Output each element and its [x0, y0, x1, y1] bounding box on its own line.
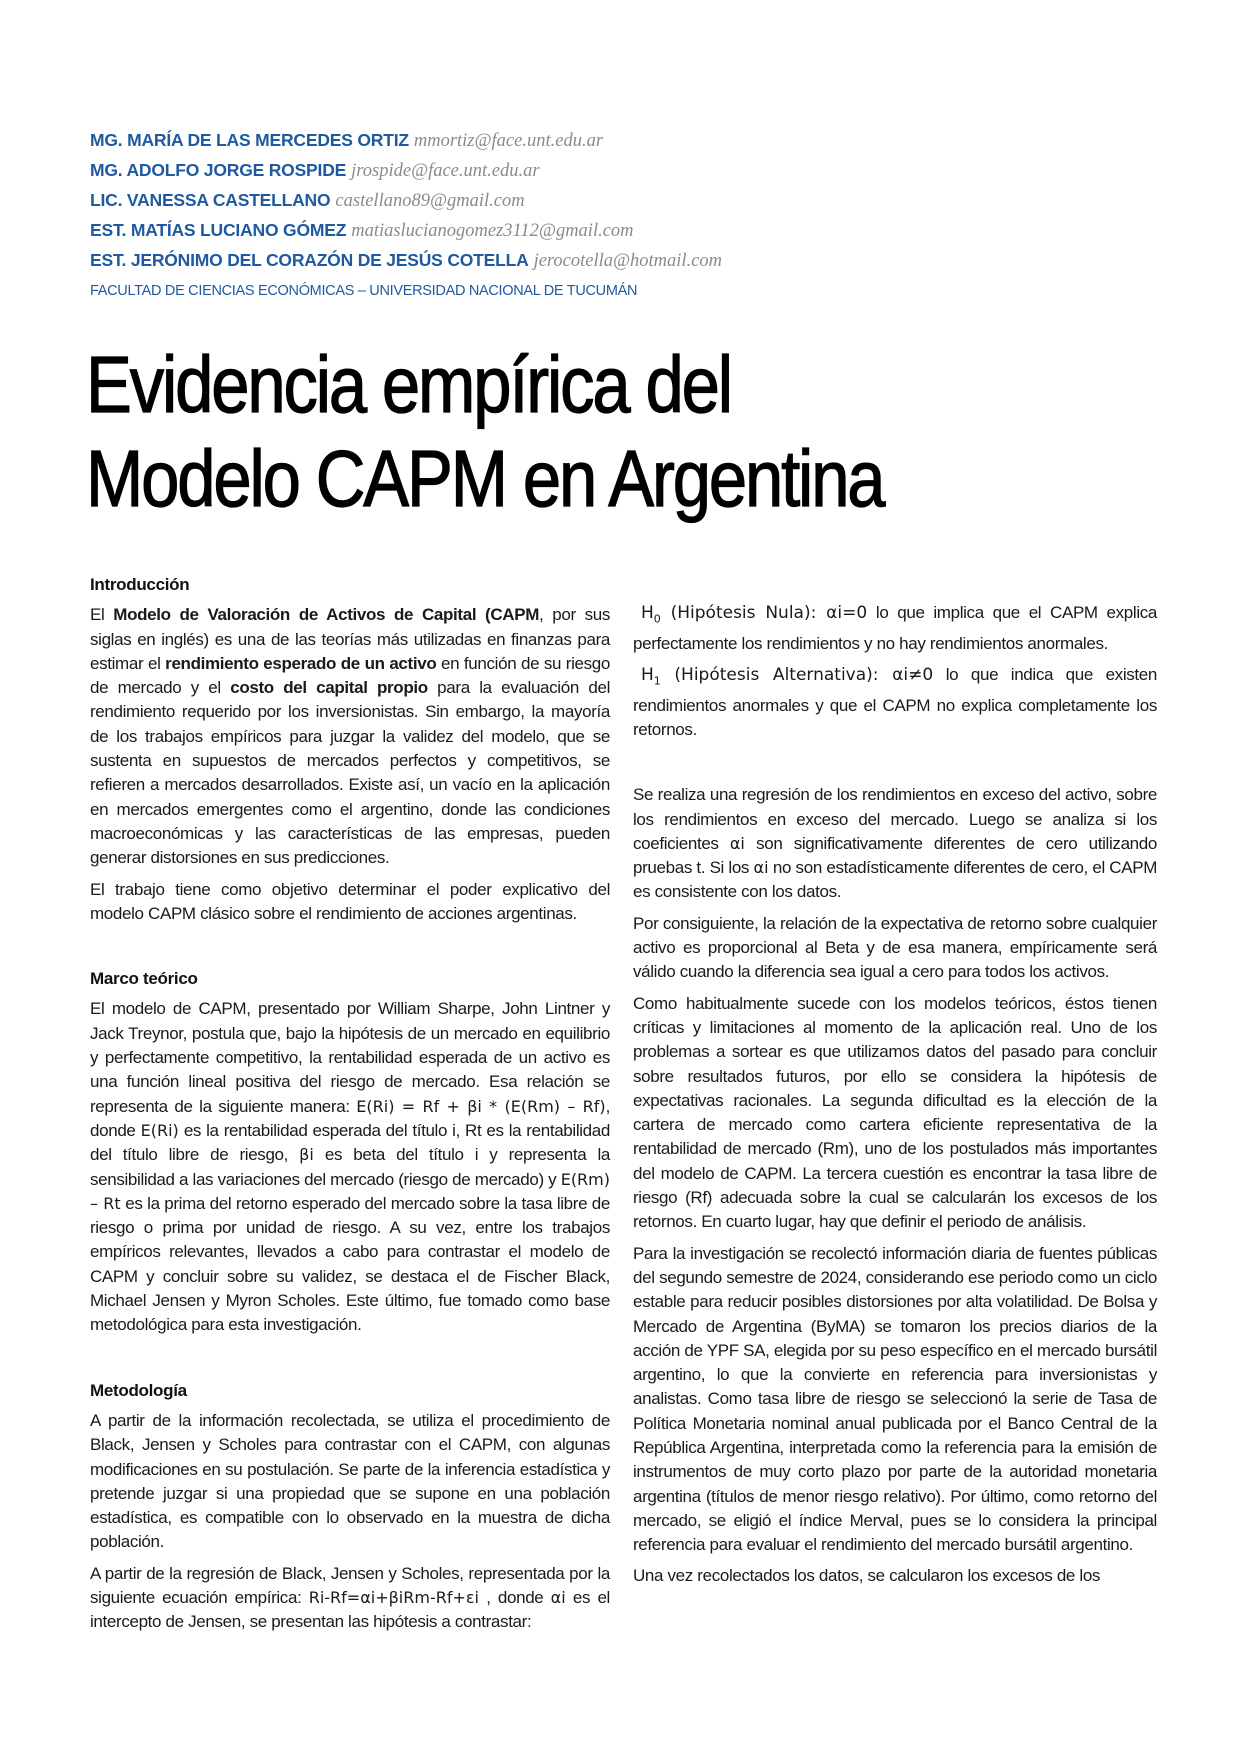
- bjs-regression-equation: Ri-Rf=αi+βiRm-Rf+εi: [308, 1587, 479, 1607]
- intro-paragraph-1: El Modelo de Valoración de Activos de Capital (CAPM, por sus siglas en inglés) es una de las teorías más utilizadas en finanzas para estimar el rendimiento esperado de un activo en función de su riesgo de mercado y el costo del capital propio para la evaluación del rendimiento requerido por los inversionistas. Sin embargo, la mayoría de los trabajos empíricos para juzgar la validez del modelo, que se sustenta en supuestos de mercados perfectos y competitivos, se refieren a mercados desarrollados. Existe así, un vacío en la aplicación en mercados emergentes como el argentino, donde las condiciones macroeconómicas y las características de las empresas, pueden generar distorsiones en sus predicciones.: [90, 605, 611, 868]
- hypothesis-h1: $H_1$ (Hipótesis Alternativa): αi≠0 lo que indica que existen rendimientos anormales y que el CAPM no explica completamente los retornos.: [633, 664, 1157, 739]
- right-paragraph-5: Una vez recolectados los datos, se calcularon los excesos de los: [633, 1566, 1101, 1586]
- capm-equation: E(Ri) = Rf + βi * (E(Rm) – Rf): [356, 1096, 606, 1116]
- metodologia-paragraph-1: A partir de la información recolectada, se utiliza el procedimiento de Black, Jensen y Scholes para contrastar con el CAPM, con algunas modificaciones en su postulación. Se parte de la inferencia estadística y pretende juzgar si una propiedad que se supone en una población estadística, es compatible con lo observado en la muestra de dicha población.: [90, 1410, 610, 1552]
- right-paragraph-4: Para la investigación se recolectó información diaria de fuentes públicas del segundo semestre de 2024, considerando ese periodo como un ciclo estable para reducir posibles distorsiones por alta volatilidad. De Bolsa y Mercado de Argentina (ByMA) se tomaron los precios diarios de la acción de YPF SA, elegida por su peso específico en el mercado bursátil argentino, lo que la convierte en referencia para inversionistas y analistas. Como tasa libre de riesgo se seleccionó la serie de Tasa de Política Monetaria nominal anual publicada por el Banco Central de la República Argentina, interpretada como la referencia para la emisión de instrumentos de muy corto plazo por parte de la autoridad monetaria argentina (títulos de menor riesgo relativo). Por último, como retorno del mercado, se eligió el índice Merval, pues se lo considera la principal referencia para evaluar el rendimiento del mercado bursátil argentino.: [633, 1243, 1157, 1555]
- author-entry: [90, 156, 1090, 186]
- author-email: jerocotella@hotmail.com: [533, 251, 723, 271]
- author-email: mmortiz@face.unt.edu.ar: [413, 131, 604, 151]
- affiliation: FACULTAD DE CIENCIAS ECONÓMICAS – UNIVERSIDAD NACIONAL DE TUCUMÁN: [90, 283, 638, 299]
- author-email: jrospide@face.unt.edu.ar: [351, 161, 540, 181]
- intro-paragraph-2: El trabajo tiene como objetivo determinar el poder explicativo del modelo CAPM clásico sobre el rendimiento de acciones argentinas.: [90, 879, 610, 923]
- title-line-1: Evidencia empírica del: [86, 340, 731, 429]
- author-name: EST. MATÍAS LUCIANO GÓMEZ: [90, 220, 347, 240]
- author-email: matiaslucianogomez3112@gmail.com: [351, 221, 634, 241]
- author-name: EST. JERÓNIMO DEL CORAZÓN DE JESÚS COTELLA: [90, 250, 529, 270]
- author-entry: [90, 186, 1090, 216]
- author-entry: [90, 126, 1090, 156]
- hypothesis-h0: $H_0$ (Hipótesis Nula): αi=0 lo que implica que el CAPM explica perfectamente los rendimientos y no hay rendimientos anormales.: [633, 603, 1157, 653]
- title-line-2: Modelo CAPM en Argentina: [86, 434, 884, 523]
- right-paragraph-3: Como habitualmente sucede con los modelos teóricos, éstos tienen críticas y limitaciones al momento de la aplicación real. Uno de los problemas a sortear es que utilizamos datos del pasado para concluir sobre resultados futuros, por ello se considera la hipótesis de expectativas racionales. La segunda dificultad es la elección de la cartera de mercado como cartera eficiente representativa de la rentabilidad de mercado (Rm), uno de los postulados más importantes del modelo de CAPM. La tercera cuestión es encontrar la tasa libre de riesgo (Rf) adecuada sobre la cual se calcularán los excesos de los retornos. En cuarto lugar, hay que definir el periodo de análisis.: [633, 993, 1157, 1232]
- metodologia-paragraph-2: A partir de la regresión de Black, Jensen y Scholes, representada por la siguiente ecuación empírica: Ri-Rf=αi+βiRm-Rf+εi , donde αi es el intercepto de Jensen, se presentan las hipótesis a contrastar:: [90, 1563, 610, 1632]
- right-paragraph-1: Se realiza una regresión de los rendimientos en exceso del activo, sobre los rendimientos en exceso del mercado. Luego se analiza si los coeficientes αi son significativamente diferentes de cero utilizando pruebas t. Si los αi no son estadísticamente diferentes de cero, el CAPM es consistente con los datos.: [633, 785, 1158, 902]
- author-list: [90, 126, 1090, 276]
- right-column: [633, 573, 1157, 1596]
- section-heading-introduccion: Introducción: [90, 575, 190, 594]
- author-name: LIC. VANESSA CASTELLANO: [90, 190, 331, 210]
- author-name: MG. ADOLFO JORGE ROSPIDE: [90, 160, 347, 180]
- right-paragraph-2: Por consiguiente, la relación de la expectativa de retorno sobre cualquier activo es proporcional al Beta y de esa manera, empíricamente será válido cuando la diferencia sea igual a cero para todos los activos.: [633, 913, 1157, 982]
- author-entry: [90, 246, 1090, 276]
- author-entry: [90, 216, 1090, 246]
- article-title: [86, 338, 1032, 526]
- left-column: [90, 573, 610, 1642]
- author-email: castellano89@gmail.com: [335, 191, 525, 211]
- marco-paragraph-1: El modelo de CAPM, presentado por William Sharpe, John Lintner y Jack Treynor, postula que, bajo la hipótesis de un mercado en equilibrio y perfectamente competitivo, la rentabilidad esperada de un activo es una función lineal positiva del riesgo de mercado. Esa relación se representa de la siguiente manera: E(Ri) = Rf + βi * (E(Rm) – Rf), donde E(Ri) es la rentabilidad esperada del título i, Rt es la rentabilidad del título libre de riesgo, βi es beta del título i y representa la sensibilidad a las variaciones del mercado (riesgo de mercado) y E(Rm) – Rt es la prima del retorno esperado del mercado sobre la tasa libre de riesgo o prima por unidad de riesgo. A su vez, entre los trabajos empíricos relevantes, llevados a cabo para contrastar el modelo de CAPM y concluir sobre su validez, se destaca el de Fischer Black, Michael Jensen y Myron Scholes. Este último, fue tomado como base metodológica para esta investigación.: [90, 999, 611, 1335]
- section-heading-marco-teorico: Marco teórico: [90, 969, 198, 989]
- author-name: MG. MARÍA DE LAS MERCEDES ORTIZ: [90, 130, 409, 150]
- section-heading-metodologia: Metodología: [90, 1380, 187, 1400]
